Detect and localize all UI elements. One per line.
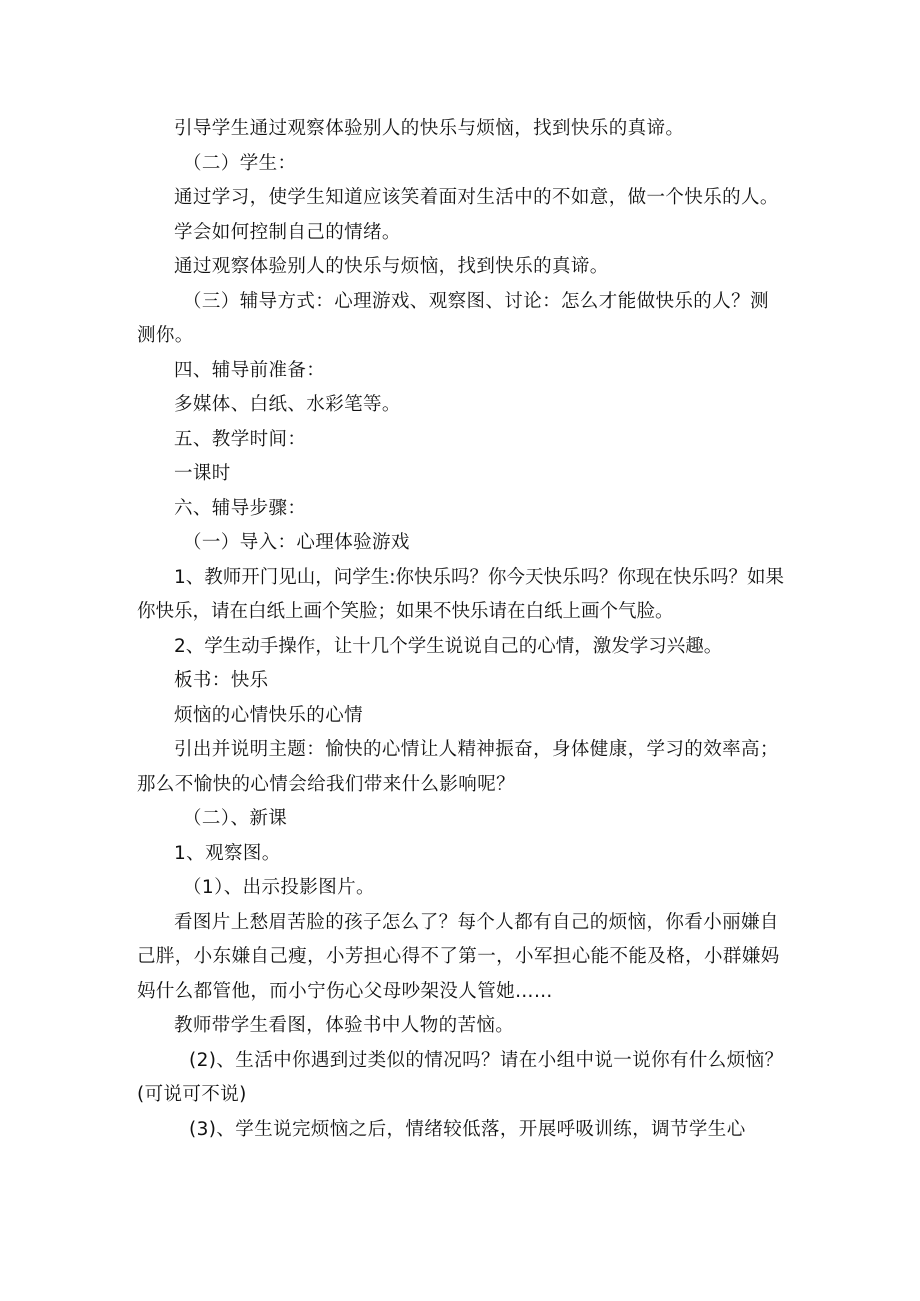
- paragraph: 五、教学时间：: [174, 428, 307, 450]
- paragraph: （二）、新课: [183, 808, 288, 829]
- paragraph: 烦恼的心情快乐的心情: [174, 704, 364, 726]
- paragraph: 1、教师开门见山，问学生:你快乐吗？你今天快乐吗？你现在快乐吗？如果你快乐，请在白纸上画个笑脸；如果不快乐请在白纸上画个气脸。: [137, 566, 785, 622]
- paragraph: 学会如何控制自己的情绪。: [174, 221, 401, 243]
- paragraph: 四、辅导前准备：: [174, 359, 326, 381]
- paragraph: 六、辅导步骤：: [174, 497, 307, 519]
- paragraph: 板书：快乐: [174, 670, 269, 691]
- paragraph: 通过学习，使学生知道应该笑着面对生活中的不如意，做一个快乐的人。: [174, 187, 779, 208]
- document-body: [137, 112, 785, 1147]
- paragraph: 多媒体、白纸、水彩笔等。: [174, 394, 401, 415]
- paragraph: （一）导入：心理体验游戏: [183, 532, 410, 553]
- paragraph: 引导学生通过观察体验别人的快乐与烦恼，找到快乐的真谛。: [174, 118, 685, 139]
- paragraph: 2、学生动手操作，让十几个学生说说自己的心情，激发学习兴趣。: [174, 635, 723, 657]
- paragraph: 通过观察体验别人的快乐与烦恼，找到快乐的真谛。: [174, 256, 609, 277]
- paragraph: (2)、生活中你遇到过类似的情况吗？请在小组中说一说你有什么烦恼？(可说可不说): [137, 1049, 784, 1105]
- paragraph: （二）学生：: [183, 152, 297, 174]
- paragraph: （三）辅导方式：心理游戏、观察图、讨论：怎么才能做快乐的人？测测你。: [137, 290, 769, 346]
- paragraph: （1）、出示投影图片。: [183, 877, 375, 898]
- paragraph: 引出并说明主题：愉快的心情让人精神振奋，身体健康，学习的效率高；那么不愉快的心情会给我们带来什么影响呢？: [137, 739, 779, 795]
- paragraph: 看图片上愁眉苦脸的孩子怎么了？每个人都有自己的烦恼，你看小丽嫌自己胖，小东嫌自己瘦，小芳担心得不了第一，小军担心能不能及格，小群嫌妈妈什么都管他，而小宁伤心父母吵架没人管她……: [137, 911, 780, 1002]
- paragraph: (3)、学生说完烦恼之后，情绪较低落，开展呼吸训练，调节学生心: [189, 1118, 746, 1140]
- paragraph: 教师带学生看图，体验书中人物的苦恼。: [174, 1015, 515, 1036]
- paragraph: 一课时: [174, 463, 231, 484]
- paragraph: 1、观察图。: [174, 842, 281, 864]
